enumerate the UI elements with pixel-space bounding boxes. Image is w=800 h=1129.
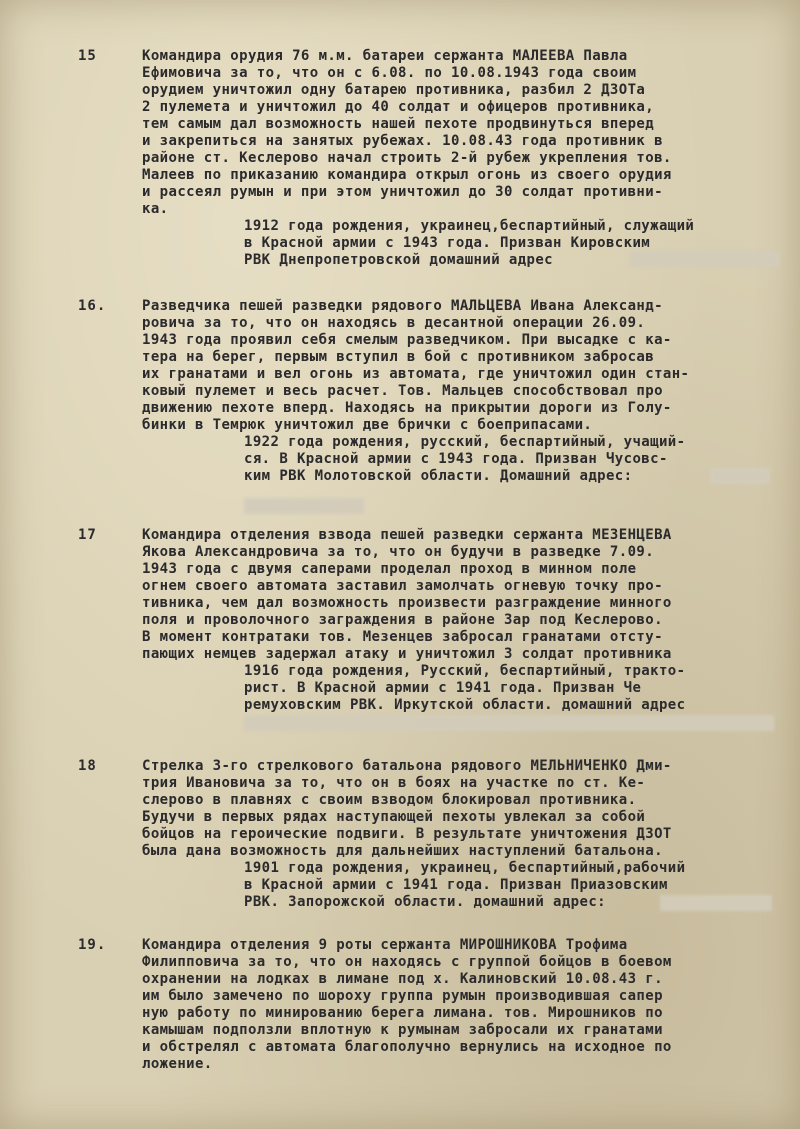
entry-citation: Стрелка 3-го стрелкового батальона рядового МЕЛЬНИЧЕНКО Дми- трия Ивановича за то, что он в боях на участке по ст. Ке- слерово в плавнях с своим взводом блокировал противника. Будучи в первых рядах наступающей пехоты увлекал за собой бойцов на героические подвиги. В результате уничтожения ДЗОТ была дана возможность для дальнейших наступлений батальона. [142,758,672,859]
entry-number: 19. [78,937,107,953]
redacted-address [630,251,780,267]
redacted-address [244,498,364,514]
entry-citation: Командира отделения взвода пешей разведки сержанта МЕЗЕНЦЕВА Якова Александровича за то, что он будучи в разведке 7.09. 1943 года с двумя саперами проделал проход в минном поле огнем своего автомата заставил замолчать огневую точку про- тивника, чем дал возможность произвести разграждение минного поля и проволочного заграждения в районе Зар под Кеслерово. В момент контратаки тов. Мезенцев забросал гранатами отсту- пающих немцев задержал атаку и уничтожил 3 солдат противника [142,527,672,662]
entry-biography: 1916 года рождения, Русский, беспартийный, тракто- рист. В Красной армии с 1941 года. Призван Че ремуховским РВК. Иркутской области. домашний адрес [244,663,686,713]
entry-citation: Командира отделения 9 роты сержанта МИРОШНИКОВА Трофима Филипповича за то, что он находясь с группой бойцов в боевом охранении на лодках в лимане под х. Калиновский 10.08.43 г. им было замечено по шороху группа румын производившая сапер ную работу по минированию берега лимана. тов. Мирошников по камышам подползли вплотную к румынам забросали их гранатами и обстрелял с автомата благополучно вернулись на исходное по ложение. [142,937,672,1072]
entry-biography: 1912 года рождения, украинец,беспартийный, служащий в Красной армии с 1943 года. Призван Кировским РВК Днепропетровской домашний адрес [244,218,695,268]
entry-number: 16. [78,298,107,314]
entry-biography: 1922 года рождения, русский, беспартийный, учащий- ся. В Красной армии с 1943 года. Призван Чусовс- ким РВК Молотовской области. Домашний адрес: [244,434,686,484]
entry-number: 15 [78,48,97,64]
entry-citation: Разведчика пешей разведки рядового МАЛЬЦЕВА Ивана Александ- ровича за то, что он находясь в десантной операции 26.09. 1943 года проявил себя смелым разведчиком. При высадке с ка- тера на берег, первым вступил в бой с противником забросав их гранатами и вел огонь из автомата, где уничтожил один стан- ковый пулемет и весь расчет. Тов. Мальцев способствовал про движению пехоте вперд. Находясь на прикрытии дороги из Голу- бинки в Темрюк уничтожил две брички с боеприпасами. [142,298,690,433]
entry-number: 17 [78,527,97,543]
redacted-address [244,715,774,731]
redacted-address [710,468,770,484]
entry-biography: 1901 года рождения, украинец, беспартийный,рабочий в Красной армии с 1941 года. Призван Приазовским РВК. Запорожской области. домашний адрес: [244,860,686,910]
redacted-address [660,895,772,911]
entry-citation: Командира орудия 76 м.м. батареи сержанта МАЛЕЕВА Павла Ефимовича за то, что он с 6.08. по 10.08.1943 года своим орудием уничтожил одну батарею противника, разбил 2 ДЗОТа 2 пулемета и уничтожил до 40 солдат и офицеров противника, тем самым дал возможность нашей пехоте продвинуться вперед и закрепиться на занятых рубежах. 10.08.43 года противник в районе ст. Кеслерово начал строить 2-й рубеж укрепления тов. Малеев по приказанию командира открыл огонь из своего орудия и рассеял румын и при этом уничтожил до 30 солдат противни- ка. [142,48,672,217]
entry-number: 18 [78,758,97,774]
